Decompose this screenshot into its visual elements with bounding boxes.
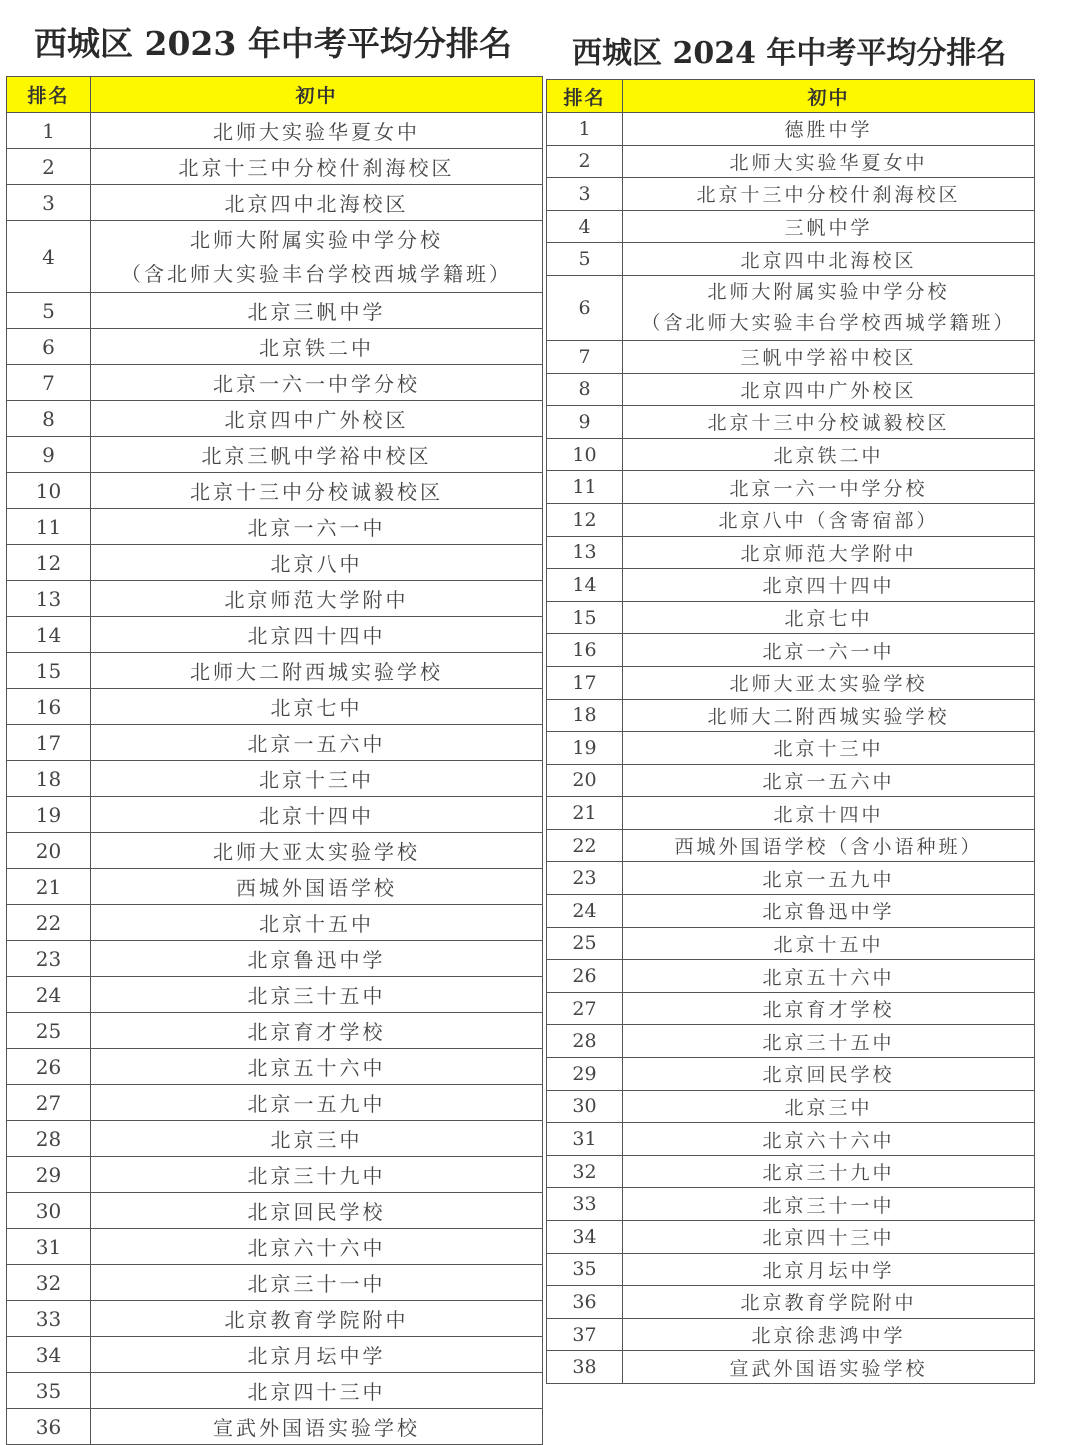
rank-cell: 34 bbox=[547, 1221, 623, 1254]
rank-cell: 3 bbox=[547, 178, 623, 211]
rank-cell: 20 bbox=[7, 833, 91, 869]
rank-cell: 26 bbox=[547, 960, 623, 993]
table-row bbox=[547, 1123, 1035, 1156]
rank-cell: 36 bbox=[7, 1409, 91, 1445]
school-cell: 北京一五六中 bbox=[623, 764, 1035, 797]
rank-cell: 33 bbox=[547, 1188, 623, 1221]
school-cell: 北京铁二中 bbox=[91, 329, 543, 365]
table-row bbox=[547, 503, 1035, 536]
school-cell: 北京育才学校 bbox=[623, 992, 1035, 1025]
table-row bbox=[547, 732, 1035, 765]
rank-cell: 32 bbox=[7, 1265, 91, 1301]
school-cell: 北京四中北海校区 bbox=[623, 243, 1035, 276]
table-row bbox=[547, 927, 1035, 960]
table-row bbox=[7, 581, 543, 617]
school-cell: 北京鲁迅中学 bbox=[91, 941, 543, 977]
table-row bbox=[7, 149, 543, 185]
table-row bbox=[7, 869, 543, 905]
rank-cell: 16 bbox=[7, 689, 91, 725]
rank-cell: 35 bbox=[7, 1373, 91, 1409]
table-row bbox=[547, 275, 1035, 340]
school-cell: 北师大二附西城实验学校 bbox=[623, 699, 1035, 732]
table-row bbox=[7, 1085, 543, 1121]
rank-cell: 33 bbox=[7, 1301, 91, 1337]
table-row bbox=[547, 178, 1035, 211]
school-cell: 北京十四中 bbox=[91, 797, 543, 833]
rank-cell: 29 bbox=[547, 1058, 623, 1091]
school-cell: 北京教育学院附中 bbox=[623, 1286, 1035, 1319]
table-row bbox=[7, 1409, 543, 1445]
school-cell: 北京三十五中 bbox=[623, 1025, 1035, 1058]
table-row bbox=[547, 569, 1035, 602]
school-cell: 三帆中学 bbox=[623, 210, 1035, 243]
school-cell: 北京十三中分校什刹海校区 bbox=[623, 178, 1035, 211]
school-name-line: 北师大附属实验中学分校 bbox=[707, 280, 950, 303]
school-cell: 宣武外国语实验学校 bbox=[623, 1351, 1035, 1384]
rank-cell: 24 bbox=[547, 895, 623, 928]
rank-cell: 23 bbox=[547, 862, 623, 895]
rank-cell: 35 bbox=[547, 1253, 623, 1286]
school-cell: 北京徐悲鸿中学 bbox=[623, 1318, 1035, 1351]
table-row bbox=[7, 1013, 543, 1049]
rank-cell: 34 bbox=[7, 1337, 91, 1373]
table-row bbox=[547, 764, 1035, 797]
school-cell: 北京六十六中 bbox=[91, 1229, 543, 1265]
rank-cell: 4 bbox=[547, 210, 623, 243]
rank-cell: 38 bbox=[547, 1351, 623, 1384]
table-row bbox=[547, 1253, 1035, 1286]
table-row bbox=[7, 797, 543, 833]
rank-cell: 22 bbox=[547, 829, 623, 862]
school-cell bbox=[91, 221, 543, 293]
school-cell: 北京育才学校 bbox=[91, 1013, 543, 1049]
school-cell: 北京七中 bbox=[91, 689, 543, 725]
rank-cell: 31 bbox=[547, 1123, 623, 1156]
table-row bbox=[547, 960, 1035, 993]
rank-cell: 27 bbox=[7, 1085, 91, 1121]
rank-cell: 26 bbox=[7, 1049, 91, 1085]
school-cell: 北京月坛中学 bbox=[91, 1337, 543, 1373]
school-name-line: 北师大附属实验中学分校 bbox=[190, 227, 443, 252]
school-cell: 北京十三中 bbox=[91, 761, 543, 797]
school-column-header: 初中 bbox=[623, 80, 1035, 113]
rank-cell: 27 bbox=[547, 992, 623, 1025]
table-row bbox=[547, 471, 1035, 504]
rank-cell: 25 bbox=[7, 1013, 91, 1049]
school-cell: 北京教育学院附中 bbox=[91, 1301, 543, 1337]
table-header-row bbox=[7, 77, 543, 113]
school-cell: 三帆中学裕中校区 bbox=[623, 340, 1035, 373]
table-row bbox=[547, 829, 1035, 862]
table-row bbox=[7, 545, 543, 581]
rank-cell: 14 bbox=[547, 569, 623, 602]
school-cell: 北京三帆中学裕中校区 bbox=[91, 437, 543, 473]
table-row bbox=[547, 797, 1035, 830]
table-row bbox=[7, 617, 543, 653]
table-row bbox=[7, 1049, 543, 1085]
school-cell: 德胜中学 bbox=[623, 113, 1035, 146]
school-cell: 北京五十六中 bbox=[623, 960, 1035, 993]
rank-cell: 3 bbox=[7, 185, 91, 221]
rank-cell: 8 bbox=[547, 373, 623, 406]
school-cell: 北京七中 bbox=[623, 601, 1035, 634]
table-row bbox=[547, 406, 1035, 439]
table-row bbox=[547, 1090, 1035, 1123]
school-cell: 北师大亚太实验学校 bbox=[623, 666, 1035, 699]
table-row bbox=[547, 1188, 1035, 1221]
rank-cell: 18 bbox=[7, 761, 91, 797]
rank-cell: 19 bbox=[7, 797, 91, 833]
rank-cell: 4 bbox=[7, 221, 91, 293]
table-row bbox=[547, 1351, 1035, 1384]
rank-cell: 28 bbox=[547, 1025, 623, 1058]
rank-cell: 5 bbox=[7, 293, 91, 329]
table-row bbox=[7, 1229, 543, 1265]
school-cell: 北京铁二中 bbox=[623, 438, 1035, 471]
school-cell: 北师大实验华夏女中 bbox=[623, 145, 1035, 178]
rank-cell: 2 bbox=[547, 145, 623, 178]
table-row bbox=[7, 653, 543, 689]
table-row bbox=[7, 833, 543, 869]
table-row bbox=[7, 509, 543, 545]
school-cell: 北京四中广外校区 bbox=[623, 373, 1035, 406]
rank-cell: 36 bbox=[547, 1286, 623, 1319]
school-cell: 北京一五九中 bbox=[91, 1085, 543, 1121]
table-row bbox=[547, 536, 1035, 569]
table-row bbox=[547, 243, 1035, 276]
school-cell: 西城外国语学校 bbox=[91, 869, 543, 905]
table-row bbox=[7, 689, 543, 725]
rank-cell: 8 bbox=[7, 401, 91, 437]
rank-cell: 6 bbox=[7, 329, 91, 365]
table-row bbox=[547, 992, 1035, 1025]
rank-cell: 7 bbox=[7, 365, 91, 401]
school-cell: 北京一六一中学分校 bbox=[623, 471, 1035, 504]
rank-cell: 24 bbox=[7, 977, 91, 1013]
ranking-table-2024 bbox=[546, 79, 1035, 1384]
rank-cell: 9 bbox=[547, 406, 623, 439]
rank-cell: 16 bbox=[547, 634, 623, 667]
school-cell: 北京十三中分校诚毅校区 bbox=[623, 406, 1035, 439]
rank-cell: 31 bbox=[7, 1229, 91, 1265]
ranking-table-2023 bbox=[6, 76, 543, 1445]
school-cell: 北京三中 bbox=[623, 1090, 1035, 1123]
school-cell: 北京十四中 bbox=[623, 797, 1035, 830]
rank-cell: 23 bbox=[7, 941, 91, 977]
school-cell: 北京一六一中 bbox=[623, 634, 1035, 667]
school-cell: 北京十五中 bbox=[623, 927, 1035, 960]
school-cell bbox=[623, 275, 1035, 340]
rank-cell: 11 bbox=[7, 509, 91, 545]
school-cell: 北京五十六中 bbox=[91, 1049, 543, 1085]
rank-cell: 13 bbox=[7, 581, 91, 617]
school-cell: 北京一六一中 bbox=[91, 509, 543, 545]
table-row bbox=[7, 761, 543, 797]
rank-cell: 1 bbox=[547, 113, 623, 146]
rank-cell: 30 bbox=[7, 1193, 91, 1229]
school-cell: 北师大亚太实验学校 bbox=[91, 833, 543, 869]
rank-cell: 5 bbox=[547, 243, 623, 276]
table-row bbox=[7, 941, 543, 977]
table-row bbox=[547, 113, 1035, 146]
table-row bbox=[7, 1193, 543, 1229]
school-cell: 北京四十三中 bbox=[91, 1373, 543, 1409]
school-cell: 北京十三中 bbox=[623, 732, 1035, 765]
rank-cell: 21 bbox=[547, 797, 623, 830]
school-cell: 北京三十九中 bbox=[623, 1155, 1035, 1188]
school-cell: 西城外国语学校（含小语种班） bbox=[623, 829, 1035, 862]
table-row bbox=[547, 862, 1035, 895]
school-cell: 北京四十四中 bbox=[623, 569, 1035, 602]
table-row bbox=[7, 437, 543, 473]
table-row bbox=[547, 438, 1035, 471]
table-row bbox=[547, 1025, 1035, 1058]
school-name-note: （含北师大实验丰台学校西城学籍班） bbox=[641, 311, 1016, 334]
school-cell: 北京三十一中 bbox=[91, 1265, 543, 1301]
table-row bbox=[547, 1286, 1035, 1319]
school-cell: 宣武外国语实验学校 bbox=[91, 1409, 543, 1445]
table-row bbox=[547, 699, 1035, 732]
rank-cell: 1 bbox=[7, 113, 91, 149]
table-row bbox=[7, 221, 543, 293]
school-cell: 北京四中北海校区 bbox=[91, 185, 543, 221]
rank-column-header: 排名 bbox=[7, 77, 91, 113]
table-row bbox=[7, 365, 543, 401]
table-row bbox=[547, 373, 1035, 406]
table-row bbox=[547, 1155, 1035, 1188]
school-cell: 北师大二附西城实验学校 bbox=[91, 653, 543, 689]
school-cell: 北京一六一中学分校 bbox=[91, 365, 543, 401]
school-cell: 北京月坛中学 bbox=[623, 1253, 1035, 1286]
school-cell: 北京三帆中学 bbox=[91, 293, 543, 329]
table-header-row bbox=[547, 80, 1035, 113]
title-2023: 西城区 2023 年中考平均分排名 bbox=[34, 24, 512, 63]
table-row bbox=[7, 329, 543, 365]
table-row bbox=[7, 1337, 543, 1373]
school-cell: 北京回民学校 bbox=[623, 1058, 1035, 1091]
rank-cell: 10 bbox=[7, 473, 91, 509]
school-cell: 北京回民学校 bbox=[91, 1193, 543, 1229]
school-cell: 北京三十九中 bbox=[91, 1157, 543, 1193]
table-row bbox=[7, 1157, 543, 1193]
table-row bbox=[547, 601, 1035, 634]
table-row bbox=[7, 185, 543, 221]
rank-cell: 22 bbox=[7, 905, 91, 941]
table-row bbox=[547, 1221, 1035, 1254]
rank-cell: 13 bbox=[547, 536, 623, 569]
rank-cell: 28 bbox=[7, 1121, 91, 1157]
school-cell: 北京四十四中 bbox=[91, 617, 543, 653]
table-row bbox=[547, 634, 1035, 667]
rank-cell: 14 bbox=[7, 617, 91, 653]
school-cell: 北京十五中 bbox=[91, 905, 543, 941]
rank-cell: 20 bbox=[547, 764, 623, 797]
rank-cell: 2 bbox=[7, 149, 91, 185]
school-cell: 北京师范大学附中 bbox=[623, 536, 1035, 569]
school-column-header: 初中 bbox=[91, 77, 543, 113]
rank-cell: 18 bbox=[547, 699, 623, 732]
table-row bbox=[547, 895, 1035, 928]
table-row bbox=[7, 1121, 543, 1157]
school-cell: 北京鲁迅中学 bbox=[623, 895, 1035, 928]
rank-cell: 25 bbox=[547, 927, 623, 960]
table-row bbox=[7, 293, 543, 329]
table-row bbox=[547, 1058, 1035, 1091]
table-row bbox=[7, 1301, 543, 1337]
rank-cell: 12 bbox=[547, 503, 623, 536]
school-cell: 北京八中（含寄宿部） bbox=[623, 503, 1035, 536]
table-row bbox=[7, 725, 543, 761]
school-cell: 北京四十三中 bbox=[623, 1221, 1035, 1254]
table-row bbox=[7, 1373, 543, 1409]
table-row bbox=[547, 666, 1035, 699]
rank-cell: 29 bbox=[7, 1157, 91, 1193]
rank-cell: 30 bbox=[547, 1090, 623, 1123]
school-name-note: （含北师大实验丰台学校西城学籍班） bbox=[121, 261, 512, 286]
school-cell: 北京六十六中 bbox=[623, 1123, 1035, 1156]
rank-cell: 17 bbox=[7, 725, 91, 761]
school-cell: 北京八中 bbox=[91, 545, 543, 581]
rank-cell: 12 bbox=[7, 545, 91, 581]
table-row bbox=[547, 340, 1035, 373]
school-cell: 北京三十一中 bbox=[623, 1188, 1035, 1221]
table-row bbox=[547, 1318, 1035, 1351]
rank-cell: 9 bbox=[7, 437, 91, 473]
school-cell: 北京三十五中 bbox=[91, 977, 543, 1013]
school-cell: 北京十三中分校什刹海校区 bbox=[91, 149, 543, 185]
table-row bbox=[7, 905, 543, 941]
table-row bbox=[547, 145, 1035, 178]
table-row bbox=[547, 210, 1035, 243]
rank-cell: 37 bbox=[547, 1318, 623, 1351]
school-cell: 北京一五六中 bbox=[91, 725, 543, 761]
rank-cell: 21 bbox=[7, 869, 91, 905]
school-cell: 北师大实验华夏女中 bbox=[91, 113, 543, 149]
school-cell: 北京一五九中 bbox=[623, 862, 1035, 895]
rank-column-header: 排名 bbox=[547, 80, 623, 113]
school-cell: 北京四中广外校区 bbox=[91, 401, 543, 437]
rank-cell: 32 bbox=[547, 1155, 623, 1188]
school-cell: 北京十三中分校诚毅校区 bbox=[91, 473, 543, 509]
rank-cell: 17 bbox=[547, 666, 623, 699]
school-cell: 北京师范大学附中 bbox=[91, 581, 543, 617]
rank-cell: 15 bbox=[547, 601, 623, 634]
title-2024: 西城区 2024 年中考平均分排名 bbox=[572, 36, 1007, 71]
rank-cell: 11 bbox=[547, 471, 623, 504]
table-row bbox=[7, 473, 543, 509]
rank-cell: 19 bbox=[547, 732, 623, 765]
table-row bbox=[7, 977, 543, 1013]
table-row bbox=[7, 113, 543, 149]
rank-cell: 10 bbox=[547, 438, 623, 471]
rank-cell: 6 bbox=[547, 275, 623, 340]
table-row bbox=[7, 1265, 543, 1301]
school-cell: 北京三中 bbox=[91, 1121, 543, 1157]
rank-cell: 7 bbox=[547, 340, 623, 373]
rank-cell: 15 bbox=[7, 653, 91, 689]
table-row bbox=[7, 401, 543, 437]
